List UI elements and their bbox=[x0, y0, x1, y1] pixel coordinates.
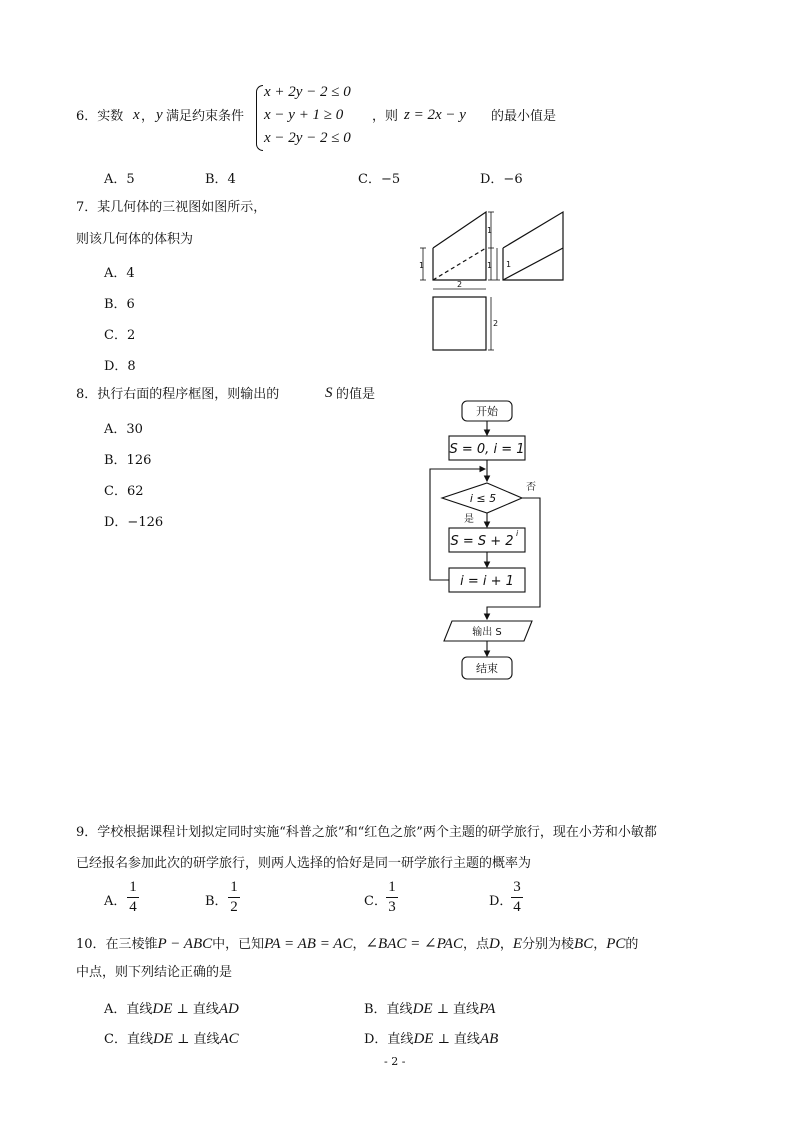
dim-front-width: 2 bbox=[457, 280, 463, 289]
front-view bbox=[433, 212, 486, 280]
q9-option-a-fraction: 1 4 bbox=[127, 879, 139, 916]
flow-loop-back bbox=[430, 469, 485, 580]
q9-option-b-letter: B． bbox=[205, 894, 228, 909]
q10-option-a: A．直线DE ⊥ 直线AD bbox=[104, 1001, 239, 1017]
flow-output-label: 输出 S bbox=[472, 627, 502, 638]
q7-line-2: 则该几何体的体积为 bbox=[76, 232, 194, 247]
flow-start-label: 开始 bbox=[476, 405, 498, 418]
q10-option-b: B．直线DE ⊥ 直线PA bbox=[364, 1001, 496, 1017]
dim-front-top: 1 bbox=[487, 226, 493, 235]
q8-var-s: S bbox=[325, 385, 333, 401]
dim-top-height: 2 bbox=[493, 319, 499, 328]
q7-option-d: D．8 bbox=[104, 359, 136, 374]
q6-tail: 的最小值是 bbox=[491, 109, 557, 124]
top-view bbox=[433, 297, 486, 350]
q10-line-1: 10．在三棱锥P − ABC中，已知PA = AB = AC，∠BAC = ∠PAC，点D，E分别为棱BC，PC的 bbox=[76, 936, 639, 952]
q6-constraint-1: x + 2y − 2 ≤ 0 bbox=[264, 84, 351, 100]
q6-option-a: A．5 bbox=[104, 172, 135, 187]
front-view-hidden-edge bbox=[433, 248, 486, 280]
q7-option-a: A．4 bbox=[104, 266, 135, 281]
q8-option-d: D．−126 bbox=[104, 515, 164, 530]
q9-option-b-fraction: 1 2 bbox=[228, 879, 240, 916]
dim-front-bottom: 1 bbox=[487, 261, 493, 270]
q9-option-c-letter: C． bbox=[364, 894, 387, 909]
q6-var-x: x bbox=[133, 107, 140, 123]
flow-condition-label: i ≤ 5 bbox=[469, 492, 497, 505]
dim-front-left: 1 bbox=[419, 261, 425, 270]
q8-option-c: C．62 bbox=[104, 484, 144, 499]
q6-brace bbox=[256, 85, 263, 151]
q6-var-y: y bbox=[156, 107, 163, 123]
side-view bbox=[503, 212, 563, 280]
page-number: - 2 - bbox=[384, 1055, 406, 1068]
q10-option-c: C．直线DE ⊥ 直线AC bbox=[104, 1031, 239, 1047]
q9-option-a-letter: A． bbox=[104, 894, 127, 909]
q9-option-d-fraction: 3 4 bbox=[511, 879, 523, 916]
flow-end-label: 结束 bbox=[476, 662, 498, 675]
q7-line-1: 7．某几何体的三视图如图所示， bbox=[76, 200, 267, 215]
q6-then: ，则 bbox=[372, 109, 399, 124]
dim-side-left: 1 bbox=[506, 260, 512, 269]
q8-option-a: A．30 bbox=[104, 422, 143, 437]
q6-option-d: D．−6 bbox=[480, 172, 523, 187]
flow-no-label: 否 bbox=[526, 482, 536, 493]
q6-comma: ， bbox=[141, 109, 155, 124]
flow-body-label: S = S + 2 bbox=[450, 534, 514, 549]
q6-option-b: B．4 bbox=[205, 172, 236, 187]
q10-option-d: D．直线DE ⊥ 直线AB bbox=[364, 1031, 499, 1047]
side-view-edge bbox=[503, 248, 563, 280]
flow-init-label: S = 0, i = 1 bbox=[449, 442, 525, 457]
q7-option-b: B．6 bbox=[104, 297, 135, 312]
flow-increment-label: i = i + 1 bbox=[460, 574, 514, 589]
q7-option-c: C．2 bbox=[104, 328, 136, 343]
q8-tail: 的值是 bbox=[336, 387, 376, 402]
q10-line-2: 中点，则下列结论正确的是 bbox=[76, 965, 233, 980]
q6-option-c: C．−5 bbox=[358, 172, 401, 187]
q6-objective: z = 2x − y bbox=[404, 107, 466, 123]
q8-option-b: B．126 bbox=[104, 453, 152, 468]
flow-exit-path bbox=[487, 498, 540, 619]
q9-line-1: 9．学校根据课程计划拟定同时实施“科普之旅”和“红色之旅”两个主题的研学旅行，现在小芳和小敏都 bbox=[76, 825, 657, 840]
q9-option-d-letter: D． bbox=[489, 894, 513, 909]
q6-mid: 满足约束条件 bbox=[166, 109, 245, 124]
q6-constraint-3: x − 2y − 2 ≤ 0 bbox=[264, 130, 351, 146]
flowchart bbox=[420, 395, 560, 685]
three-view-diagram bbox=[405, 200, 585, 360]
flow-body-exponent: i bbox=[516, 529, 519, 538]
q9-option-c-fraction: 1 3 bbox=[386, 879, 398, 916]
q6-prefix: 6．实数 bbox=[76, 109, 124, 124]
q8-prefix: 8．执行右面的程序框图，则输出的 bbox=[76, 387, 280, 402]
flow-yes-label: 是 bbox=[464, 514, 474, 525]
q6-constraint-2: x − y + 1 ≥ 0 bbox=[264, 107, 344, 123]
q9-line-2: 已经报名参加此次的研学旅行，则两人选择的恰好是同一研学旅行主题的概率为 bbox=[76, 856, 532, 871]
